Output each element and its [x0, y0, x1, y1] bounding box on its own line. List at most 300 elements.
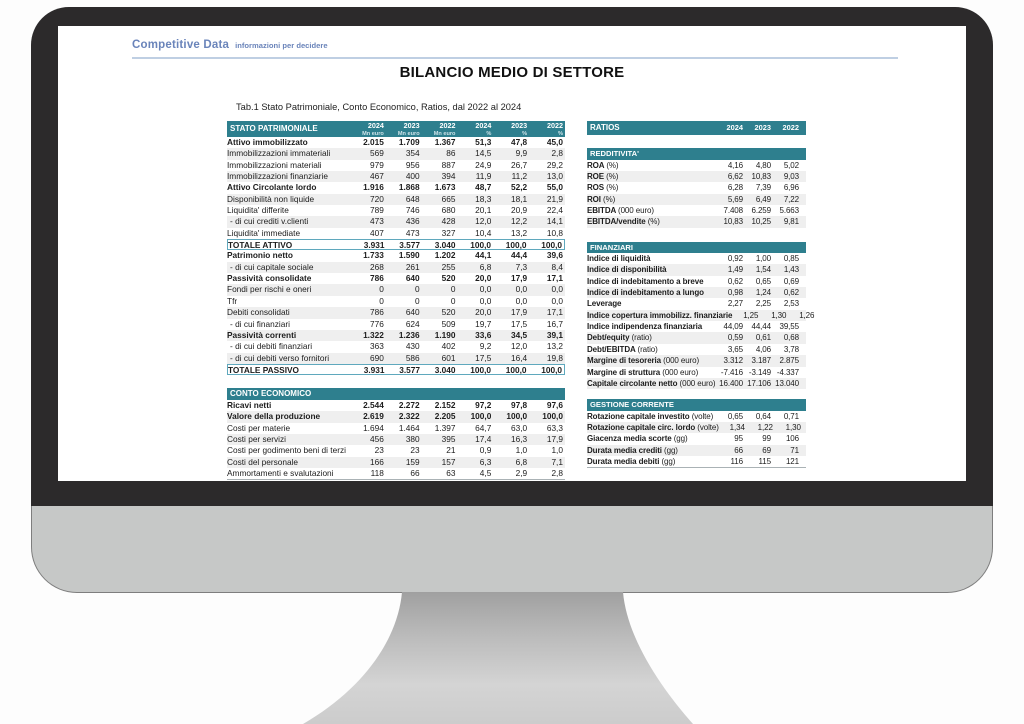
table-row [587, 422, 806, 433]
row-value: 1,30 [785, 423, 801, 433]
section-gap [587, 389, 806, 399]
row-label-suffix: (%) [606, 160, 619, 170]
row-value: 1,22 [757, 423, 773, 433]
row-label: Liquidita' immediate [227, 227, 301, 238]
row-value: 0,0 [479, 295, 492, 306]
row-label: Passività consolidate [227, 273, 312, 284]
row-label: Immobilizzazioni materiali [227, 159, 322, 170]
row-value: 17,5 [511, 318, 528, 329]
row-value: 2,53 [783, 299, 799, 309]
row-value: 0,0 [515, 295, 528, 306]
row-label: Ricavi netti [227, 400, 272, 410]
row-value: 746 [405, 205, 420, 216]
row-value: 159 [405, 456, 420, 467]
row-value: 52,2 [511, 182, 528, 193]
row-value: 354 [405, 148, 420, 159]
row-label: Indice di indebitamento a lungo [587, 288, 704, 298]
row-label: ROA (%) [587, 160, 619, 170]
row-value: 979 [369, 159, 384, 170]
row-value: 665 [441, 193, 456, 204]
row-value: 6,8 [479, 261, 492, 272]
table-row [587, 171, 806, 182]
table-row [227, 319, 565, 330]
table-row [227, 171, 565, 182]
row-value: 887 [441, 159, 456, 170]
row-label: Liquidita' differite [227, 205, 289, 216]
row-value: 17,1 [546, 273, 563, 284]
table-row [587, 287, 806, 298]
row-value: 1.590 [398, 250, 420, 261]
row-value: 1.464 [398, 422, 420, 433]
row-value: 8,4 [551, 261, 563, 272]
section-gap [587, 135, 806, 148]
table-row [227, 262, 565, 273]
row-value: 1,00 [755, 254, 771, 264]
row-label: Indice di liquidità [587, 254, 651, 264]
conto-economico-table [227, 388, 565, 480]
row-value: 45,0 [546, 137, 563, 147]
row-label-suffix: (%) [606, 171, 619, 181]
row-value: 2.544 [363, 400, 384, 410]
row-value: 0 [379, 284, 384, 295]
row-value: 3.312 [723, 356, 743, 366]
table-row [587, 194, 806, 205]
stato-patrimoniale-rows [227, 137, 565, 375]
row-value: 6,28 [727, 183, 743, 193]
row-value: 7,39 [755, 183, 771, 193]
table-row [227, 160, 565, 171]
row-value: 9,81 [783, 217, 799, 227]
row-value: 121 [785, 457, 799, 467]
row-value: 17,4 [475, 434, 492, 445]
row-value: 2,9 [515, 468, 528, 479]
monitor-screen [58, 26, 966, 481]
brand-tagline: informazioni per decidere [235, 41, 328, 50]
row-label: Immobilizzazioni finanziarie [227, 171, 328, 182]
row-label: ROE (%) [587, 171, 619, 181]
row-value: 97,8 [511, 400, 528, 410]
row-value: 776 [369, 318, 384, 329]
row-value: 7.408 [723, 205, 743, 215]
row-value: 1.673 [434, 182, 456, 193]
row-label: Tfr [227, 295, 238, 306]
year-column-header [386, 121, 422, 137]
table-row [587, 332, 806, 343]
row-value: 12,0 [475, 216, 492, 227]
row-value: 1,0 [515, 445, 528, 456]
row-value: 2.619 [363, 411, 384, 422]
row-value: 95 [734, 434, 743, 444]
row-value: 1,54 [755, 265, 771, 275]
row-value: 3.040 [434, 240, 456, 251]
row-value: 1.236 [398, 329, 420, 340]
row-value: 640 [405, 307, 420, 318]
row-value: 24,9 [475, 159, 492, 170]
row-value: 6.259 [751, 205, 771, 215]
row-label: Indice copertura immobilizz. finanziarie [587, 310, 733, 320]
row-label: Costi per godimento beni di terzi [227, 445, 346, 456]
table-row [227, 457, 565, 468]
table-row [587, 216, 806, 227]
row-label: ROI (%) [587, 194, 616, 204]
row-value: 0,59 [727, 333, 743, 343]
ratios-title: RATIOS [590, 123, 620, 132]
table-row [227, 364, 565, 375]
row-value: 3.577 [399, 364, 420, 375]
row-value: 22,4 [546, 205, 563, 216]
row-value: 1.322 [363, 329, 384, 340]
row-label: Debt/equity (ratio) [587, 333, 652, 343]
table-row [587, 205, 806, 216]
row-value: 20,0 [475, 273, 492, 284]
row-value: 456 [369, 434, 384, 445]
section-rows [587, 253, 815, 389]
row-value: 44,1 [475, 250, 492, 261]
row-value: 5,02 [783, 160, 799, 170]
year-label: 2024 [367, 121, 384, 130]
row-value: 26,7 [511, 159, 528, 170]
row-value: 157 [441, 456, 456, 467]
header-rule [132, 57, 898, 59]
row-value: 44,4 [511, 250, 528, 261]
table-row [227, 250, 565, 261]
row-value: 21 [446, 445, 456, 456]
row-value: 0,69 [783, 276, 799, 286]
row-value: 63,3 [546, 422, 563, 433]
row-value: 1.916 [363, 182, 384, 193]
table-row [227, 284, 565, 295]
year-label: 2024 [726, 123, 743, 132]
row-value: 66 [734, 445, 743, 455]
row-value: 569 [369, 148, 384, 159]
table-row [227, 148, 565, 159]
row-value: 44,09 [723, 322, 743, 332]
monitor-chin [31, 506, 993, 593]
row-value: 69 [762, 445, 771, 455]
row-value: 0,0 [551, 284, 563, 295]
row-value: 34,5 [511, 329, 528, 340]
row-label: Durata media crediti (gg) [587, 445, 678, 455]
row-value: 690 [369, 352, 384, 363]
row-value: 9,03 [783, 171, 799, 181]
section-gap [587, 228, 806, 242]
table-row [227, 205, 565, 216]
row-value: 13,0 [546, 171, 563, 182]
row-label: TOTALE PASSIVO [228, 364, 299, 375]
row-value: 19,7 [475, 318, 492, 329]
row-value: 97,6 [546, 400, 563, 410]
row-value: 956 [405, 159, 420, 170]
row-value: 2,8 [551, 148, 563, 159]
row-value: 19,8 [546, 352, 563, 363]
row-value: 3,78 [783, 344, 799, 354]
row-label: Attivo immobilizzato [227, 137, 308, 147]
row-value: 100,0 [541, 240, 562, 251]
row-label: Indice indipendenza finanziaria [587, 322, 703, 332]
row-value: 100,0 [542, 411, 563, 422]
row-label: Debiti consolidati [227, 307, 290, 318]
row-value: 13,2 [546, 341, 563, 352]
year-label: 2023 [511, 121, 528, 130]
row-value: 16.400 [719, 378, 743, 388]
year-column-header [493, 121, 529, 137]
row-label-suffix: (volte) [691, 411, 714, 421]
row-value: 10,83 [723, 217, 743, 227]
row-value: 430 [405, 341, 420, 352]
table-caption: Tab.1 Stato Patrimoniale, Conto Economico, Ratios, dal 2022 al 2024 [236, 102, 522, 112]
row-value: 786 [369, 273, 384, 284]
row-value: 166 [369, 456, 384, 467]
row-label: Indice di disponibilità [587, 265, 667, 275]
table-row [587, 310, 815, 321]
brand-name: Competitive Data [132, 39, 230, 51]
row-value: 1,26 [799, 310, 815, 320]
row-value: 100,0 [470, 364, 491, 375]
row-value: 21,9 [546, 193, 563, 204]
row-value: 17,9 [546, 434, 563, 445]
table-row [587, 433, 806, 444]
row-value: 9,2 [479, 341, 492, 352]
table-row [587, 160, 806, 171]
row-value: 100,0 [470, 240, 491, 251]
row-label: Passività correnti [227, 329, 297, 340]
row-value: 99 [762, 434, 771, 444]
row-value: 394 [441, 171, 456, 182]
row-value: 0 [415, 284, 420, 295]
row-label: Costi per materie [227, 422, 291, 433]
row-value: 0,61 [755, 333, 771, 343]
row-value: 66 [410, 468, 420, 479]
row-value: 118 [370, 468, 384, 479]
row-label: Ammortamenti e svalutazioni [227, 468, 334, 479]
row-label: EBITDA (000 euro) [587, 205, 654, 215]
row-value: 17,9 [511, 273, 528, 284]
row-label: Costi del personale [227, 456, 299, 467]
row-value: 509 [441, 318, 456, 329]
row-value: 116 [730, 457, 743, 467]
row-value: 624 [405, 318, 420, 329]
row-value: 1.367 [434, 137, 456, 147]
row-value: -7.416 [720, 367, 743, 377]
row-value: 3.040 [434, 364, 456, 375]
row-value: 0,68 [783, 333, 799, 343]
row-value: 97,2 [475, 400, 492, 410]
row-value: 4,06 [755, 344, 771, 354]
row-value: 1.709 [398, 137, 420, 147]
stato-patrimoniale-table [227, 121, 565, 375]
row-value: 47,8 [511, 137, 528, 147]
row-value: 39,1 [546, 329, 563, 340]
table-row [587, 344, 806, 355]
row-value: 23 [410, 445, 420, 456]
row-value: 520 [441, 307, 456, 318]
row-value: 7,3 [515, 261, 528, 272]
row-value: 1,30 [771, 310, 787, 320]
row-value: 3,65 [727, 344, 743, 354]
row-value: 0 [450, 284, 456, 295]
row-value: 13,2 [511, 227, 528, 238]
row-value: 3.931 [363, 364, 385, 375]
section-rows [587, 411, 806, 469]
row-label: Valore della produzione [227, 411, 321, 422]
row-value: 0,64 [755, 411, 771, 421]
row-label-suffix: (000 euro) [618, 205, 654, 215]
conto-economico-header: CONTO ECONOMICO [227, 388, 565, 400]
row-value: 1,34 [729, 423, 745, 433]
year-column-header [350, 121, 386, 137]
row-label: Rotazione capitale investito (volte) [587, 411, 714, 421]
row-value: 2.205 [434, 411, 456, 422]
table-row [227, 228, 565, 239]
row-value: 407 [369, 227, 384, 238]
row-value: -4.337 [776, 367, 799, 377]
row-value: 1,24 [755, 288, 771, 298]
row-value: 17,1 [546, 307, 563, 318]
row-value: 1,0 [551, 445, 563, 456]
row-value: 100,0 [506, 411, 528, 422]
row-value: 0,98 [727, 288, 743, 298]
row-value: 1.190 [434, 329, 456, 340]
row-value: 520 [441, 273, 456, 284]
row-value: 0 [450, 295, 456, 306]
row-label: Immobilizzazioni immateriali [227, 148, 331, 159]
row-value: 6,3 [479, 456, 492, 467]
row-label-suffix: (gg) [661, 457, 676, 467]
row-value: -3.149 [748, 367, 771, 377]
row-value: 1.202 [434, 250, 456, 261]
row-value: 0,9 [479, 445, 492, 456]
row-value: 23 [374, 445, 384, 456]
row-value: 1.397 [434, 422, 456, 433]
row-value: 12,0 [511, 341, 528, 352]
table-row [227, 216, 565, 227]
row-label: Disponibilità non liquide [227, 193, 315, 204]
row-value: 16,4 [511, 352, 528, 363]
row-label: Fondi per rischi e oneri [227, 284, 312, 295]
stato-patrimoniale-header [227, 121, 565, 137]
row-value: 17.106 [747, 378, 771, 388]
row-value: 115 [758, 457, 771, 467]
row-label: Margine di tesoreria (000 euro) [587, 356, 700, 366]
row-value: 1.868 [398, 182, 420, 193]
row-value: 2.875 [779, 356, 799, 366]
row-label: ROS (%) [587, 183, 619, 193]
unit-label: Mn euro [362, 130, 384, 137]
row-label: Debt/EBITDA (ratio) [587, 344, 658, 354]
row-label-suffix: (%) [606, 183, 619, 193]
table-row [587, 355, 806, 366]
row-value: 13.040 [775, 378, 799, 388]
year-label: 2023 [754, 123, 771, 132]
row-value: 6,62 [727, 171, 743, 181]
row-label-suffix: (gg) [673, 434, 688, 444]
year-label: 2022 [782, 123, 799, 132]
row-value: 63,0 [511, 422, 528, 433]
unit-label: Mn euro [433, 130, 456, 137]
row-value: 4,16 [727, 160, 743, 170]
row-value: 106 [785, 434, 799, 444]
ratios-table [587, 121, 815, 468]
row-value: 0,65 [755, 276, 771, 286]
row-value: 10,25 [751, 217, 771, 227]
row-value: 786 [369, 307, 384, 318]
row-value: 436 [405, 216, 420, 227]
row-value: 1,43 [783, 265, 799, 275]
row-value: 33,6 [475, 329, 492, 340]
table-row [587, 445, 806, 456]
year-label: 2023 [403, 121, 420, 130]
section-header: REDDITIVITA' [587, 148, 806, 160]
row-value: 601 [441, 352, 456, 363]
table-row [227, 182, 565, 193]
table-row [587, 182, 806, 193]
ratios-sections [587, 135, 815, 468]
table-row [587, 456, 806, 467]
row-label: - di cui crediti v.clienti [230, 216, 309, 227]
row-value: 327 [441, 227, 456, 238]
row-label: Attivo Circolante lordo [227, 182, 317, 193]
row-label: Capitale circolante netto (000 euro) [587, 378, 716, 388]
row-label-suffix: (%) [647, 217, 660, 227]
row-value: 4,80 [755, 160, 771, 170]
table-row [587, 321, 806, 332]
year-column-header [422, 121, 458, 137]
monitor-bezel [31, 7, 993, 506]
row-value: 17,9 [511, 307, 528, 318]
row-value: 10,83 [751, 171, 771, 181]
row-value: 16,7 [546, 318, 563, 329]
table-row [227, 445, 565, 456]
row-value: 648 [405, 193, 420, 204]
year-label: 2024 [475, 121, 492, 130]
table-row [227, 400, 565, 411]
table-row [227, 330, 565, 341]
row-value: 0,0 [479, 284, 492, 295]
row-value: 255 [441, 261, 456, 272]
table-row [227, 353, 565, 364]
table-row [587, 378, 806, 389]
row-value: 3.577 [399, 240, 420, 251]
row-value: 586 [405, 352, 420, 363]
row-value: 20,1 [475, 205, 492, 216]
row-value: 11,9 [475, 171, 492, 182]
section-header: FINANZIARI [587, 242, 806, 254]
row-label: - di cui debiti verso fornitori [230, 352, 330, 363]
row-value: 3.931 [363, 240, 385, 251]
row-value: 1.694 [363, 422, 384, 433]
row-value: 20,9 [511, 205, 528, 216]
year-column-header [457, 121, 493, 137]
row-value: 2.272 [398, 400, 420, 410]
row-value: 380 [405, 434, 420, 445]
monitor-frame [31, 7, 993, 593]
row-label: Costi per servizi [227, 434, 287, 445]
row-label-suffix: (gg) [664, 445, 678, 455]
row-value: 7,22 [783, 194, 799, 204]
row-value: 63 [446, 468, 456, 479]
year-label: 2022 [546, 121, 563, 130]
row-value: 71 [790, 445, 799, 455]
row-value: 5.663 [779, 205, 799, 215]
row-value: 0,92 [727, 254, 743, 264]
row-value: 395 [441, 434, 456, 445]
row-value: 0 [415, 295, 420, 306]
row-value: 64,7 [475, 422, 492, 433]
row-value: 473 [369, 216, 384, 227]
row-label: - di cui debiti finanziari [230, 341, 313, 352]
row-value: 2,8 [551, 468, 563, 479]
table-row [587, 253, 806, 264]
